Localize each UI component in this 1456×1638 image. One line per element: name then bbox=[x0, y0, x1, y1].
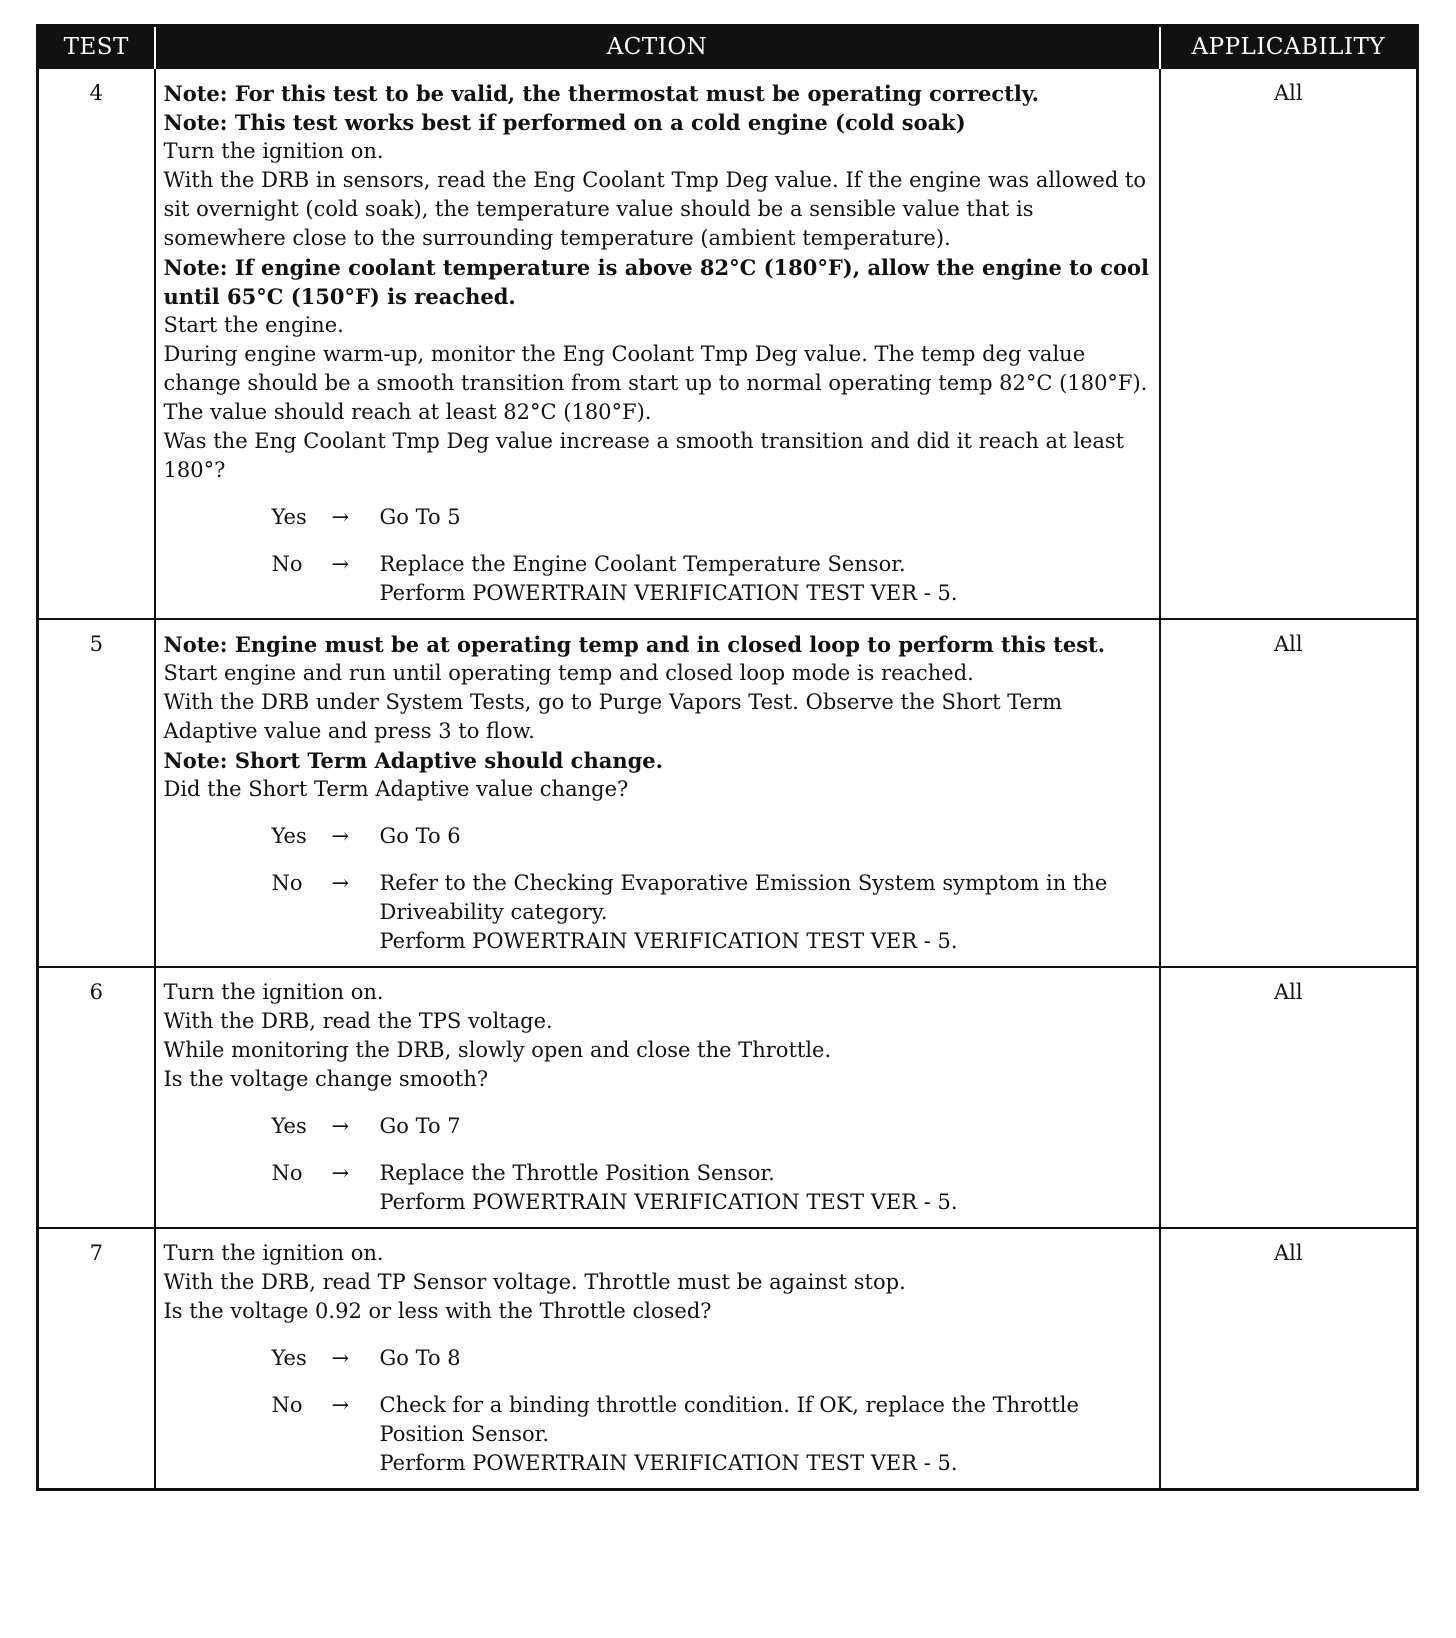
yes-label: Yes bbox=[271, 1114, 307, 1138]
test-number: 7 bbox=[38, 1228, 155, 1490]
applicability-value: All bbox=[1160, 1228, 1418, 1490]
no-result bbox=[380, 869, 1151, 956]
instruction-line: While monitoring the DRB, slowly open and close the Throttle. bbox=[163, 1038, 832, 1062]
action-cell bbox=[155, 619, 1160, 967]
arrow-right-icon: → bbox=[331, 552, 350, 576]
decision-branches bbox=[272, 1112, 1151, 1217]
yes-result: Go To 7 bbox=[379, 1114, 461, 1138]
test-row-4 bbox=[38, 68, 1418, 619]
arrow-right-icon: → bbox=[331, 1393, 350, 1417]
instruction-line: With the DRB, read the TPS voltage. bbox=[163, 1009, 553, 1033]
yes-label: Yes bbox=[271, 1346, 307, 1370]
diagnostic-table bbox=[36, 24, 1419, 1491]
yes-result: Go To 6 bbox=[379, 824, 461, 848]
no-result-line: Refer to the Checking Evaporative Emission System symptom in the Driveability category. bbox=[379, 871, 1108, 924]
no-result bbox=[380, 1391, 1151, 1478]
note-line: Note: For this test to be valid, the thermostat must be operating correctly. bbox=[163, 81, 1039, 106]
no-result bbox=[380, 550, 1151, 608]
test-number: 6 bbox=[38, 967, 155, 1228]
test-number: 4 bbox=[38, 68, 155, 619]
instruction-line: With the DRB in sensors, read the Eng Coolant Tmp Deg value. If the engine was allowed to sit overnight (cold soak), the temperature value should be a sensible value that is somewhere close to the surrounding temperature (ambient temperature). bbox=[163, 168, 1147, 250]
arrow-right-icon: → bbox=[331, 871, 350, 895]
arrow-right-icon: → bbox=[331, 1346, 350, 1370]
yes-branch bbox=[272, 503, 1151, 532]
header-applicability: APPLICABILITY bbox=[1160, 26, 1418, 69]
action-cell bbox=[155, 1228, 1160, 1490]
question-line: Is the voltage 0.92 or less with the Throttle closed? bbox=[163, 1299, 712, 1323]
no-branch bbox=[272, 869, 1151, 956]
instruction-line: With the DRB, read TP Sensor voltage. Throttle must be against stop. bbox=[163, 1270, 906, 1294]
no-result-line: Perform POWERTRAIN VERIFICATION TEST VER - 5. bbox=[379, 581, 958, 605]
yes-result: Go To 8 bbox=[379, 1346, 461, 1370]
applicability-value: All bbox=[1160, 967, 1418, 1228]
no-result-line: Check for a binding throttle condition. If OK, replace the Throttle Position Sensor. bbox=[379, 1393, 1079, 1446]
yes-branch bbox=[272, 1344, 1151, 1373]
no-result bbox=[380, 1159, 1151, 1217]
note-line: Note: Engine must be at operating temp and in closed loop to perform this test. bbox=[163, 632, 1106, 657]
question-line: Did the Short Term Adaptive value change? bbox=[163, 777, 629, 801]
note-line: Note: If engine coolant temperature is above 82°C (180°F), allow the engine to cool until 65°C (150°F) is reached. bbox=[163, 255, 1149, 309]
arrow-right-icon: → bbox=[331, 824, 350, 848]
arrow-right-icon: → bbox=[331, 505, 350, 529]
action-cell bbox=[155, 68, 1160, 619]
question-line: Is the voltage change smooth? bbox=[163, 1067, 489, 1091]
yes-label: Yes bbox=[271, 505, 307, 529]
instruction-line: During engine warm-up, monitor the Eng Coolant Tmp Deg value. The temp deg value change should be a smooth transition from start up to normal operating temp 82°C (180°F). The value should reach at least 82°C (180°F). bbox=[163, 342, 1148, 424]
test-row-7 bbox=[38, 1228, 1418, 1490]
no-label: No bbox=[271, 552, 303, 576]
instruction-line: Turn the ignition on. bbox=[163, 1241, 384, 1265]
table-header bbox=[38, 26, 1418, 69]
instruction-line: Start the engine. bbox=[163, 313, 344, 337]
yes-result: Go To 5 bbox=[379, 505, 461, 529]
decision-branches bbox=[272, 1344, 1151, 1478]
test-row-5 bbox=[38, 619, 1418, 967]
yes-branch bbox=[272, 1112, 1151, 1141]
diagnostic-sheet bbox=[36, 24, 1416, 1491]
yes-branch bbox=[272, 822, 1151, 851]
instruction-line: Turn the ignition on. bbox=[163, 139, 384, 163]
header-test: TEST bbox=[38, 26, 155, 69]
no-branch bbox=[272, 1391, 1151, 1478]
instruction-line: Start engine and run until operating temp and closed loop mode is reached. bbox=[163, 661, 974, 685]
test-row-6 bbox=[38, 967, 1418, 1228]
no-label: No bbox=[271, 1161, 303, 1185]
no-branch bbox=[272, 1159, 1151, 1217]
no-result-line: Perform POWERTRAIN VERIFICATION TEST VER - 5. bbox=[379, 1451, 958, 1475]
yes-label: Yes bbox=[271, 824, 307, 848]
no-label: No bbox=[271, 871, 303, 895]
applicability-value: All bbox=[1160, 68, 1418, 619]
applicability-value: All bbox=[1160, 619, 1418, 967]
action-cell bbox=[155, 967, 1160, 1228]
instruction-line: Turn the ignition on. bbox=[163, 980, 384, 1004]
no-branch bbox=[272, 550, 1151, 608]
header-action: ACTION bbox=[155, 26, 1160, 69]
no-label: No bbox=[271, 1393, 303, 1417]
arrow-right-icon: → bbox=[331, 1114, 350, 1138]
decision-branches bbox=[272, 822, 1151, 956]
decision-branches bbox=[272, 503, 1151, 608]
arrow-right-icon: → bbox=[331, 1161, 350, 1185]
no-result-line: Perform POWERTRAIN VERIFICATION TEST VER - 5. bbox=[379, 1190, 958, 1214]
no-result-line: Perform POWERTRAIN VERIFICATION TEST VER - 5. bbox=[379, 929, 958, 953]
question-line: Was the Eng Coolant Tmp Deg value increase a smooth transition and did it reach at least 180°? bbox=[163, 429, 1125, 482]
no-result-line: Replace the Throttle Position Sensor. bbox=[379, 1161, 775, 1185]
no-result-line: Replace the Engine Coolant Temperature Sensor. bbox=[379, 552, 906, 576]
note-line: Note: Short Term Adaptive should change. bbox=[163, 748, 663, 773]
test-number: 5 bbox=[38, 619, 155, 967]
note-line: Note: This test works best if performed on a cold engine (cold soak) bbox=[163, 110, 966, 135]
instruction-line: With the DRB under System Tests, go to Purge Vapors Test. Observe the Short Term Adaptive value and press 3 to flow. bbox=[163, 690, 1063, 743]
